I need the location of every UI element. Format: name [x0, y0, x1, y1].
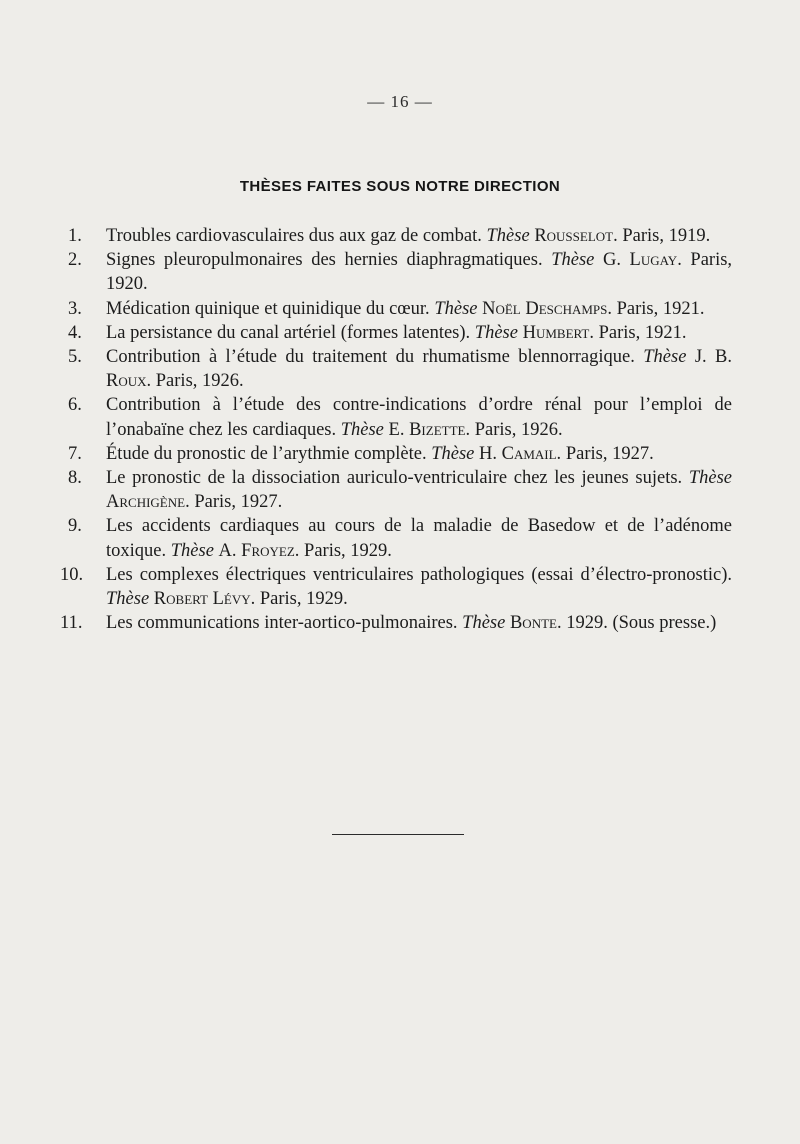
closing-rule — [332, 834, 464, 835]
thesis-entry-11 — [60, 611, 732, 635]
entry-place-year: 1929. (Sous presse.) — [566, 613, 717, 634]
entry-number: 1. — [68, 226, 82, 246]
thesis-entry-4 — [68, 321, 732, 345]
entry-place-year: Paris, 1926. — [155, 371, 244, 392]
entry-title: Le pronostic de la dissociation auriculo-ventriculaire chez les jeunes sujets. — [106, 468, 683, 489]
entry-author: J. B. Roux. — [106, 347, 733, 392]
thesis-entry-2 — [68, 248, 732, 296]
entry-these-label: Thèse — [431, 443, 475, 464]
thesis-entry-7 — [68, 442, 732, 466]
entry-author: G. Lugay. — [602, 250, 682, 271]
thesis-entry-1 — [68, 224, 732, 248]
entry-place-year: Paris, 1927. — [565, 443, 654, 464]
entry-these-label: Thèse — [340, 419, 384, 440]
entry-these-label: Thèse — [688, 468, 732, 489]
entry-author: Archigène. — [106, 492, 190, 513]
entry-place-year: Paris, 1927. — [194, 492, 283, 513]
entry-number: 5. — [68, 347, 82, 368]
entry-number: 8. — [68, 468, 82, 489]
entry-place-year: Paris, 1919. — [622, 226, 711, 246]
entry-number: 11. — [60, 613, 83, 634]
entry-place-year: Paris, 1921. — [616, 298, 705, 319]
entry-title: Contribution à l’étude du traitement du rhumatisme blennorragique. — [106, 347, 635, 368]
entry-these-label: Thèse — [643, 347, 687, 368]
thesis-entry-6 — [68, 393, 732, 441]
entry-title: Signes pleuropulmonaires des hernies diaphragmatiques. — [106, 250, 543, 271]
entry-these-label: Thèse — [486, 226, 530, 246]
entry-author: Robert Lévy. — [153, 589, 256, 610]
entry-number: 7. — [68, 443, 82, 464]
entry-place-year: Paris, 1920. — [106, 250, 733, 295]
entry-place-year: Paris, 1926. — [474, 419, 563, 440]
entry-place-year: Paris, 1929. — [304, 540, 392, 561]
thesis-entry-10 — [60, 563, 732, 611]
entry-title: Les accidents cardiaques au cours de la maladie de Basedow et de l’adénome toxique. — [106, 516, 732, 561]
entry-title: Contribution à l’étude des contre-indications d’ordre rénal pour l’emploi de l’onabaïne chez les cardiaques. — [106, 395, 732, 440]
entry-these-label: Thèse — [551, 250, 595, 271]
entry-author: Bonte. — [509, 613, 562, 634]
page-number: — 16 — — [367, 92, 433, 111]
entry-number: 9. — [68, 516, 82, 537]
entry-number: 2. — [68, 250, 82, 271]
entry-these-label: Thèse — [474, 322, 518, 343]
thesis-entry-3 — [68, 297, 732, 321]
entry-these-label: Thèse — [434, 298, 478, 319]
entry-title: Troubles cardiovasculaires dus aux gaz de combat. — [106, 226, 482, 246]
entry-author: Humbert. — [522, 322, 594, 343]
entry-author: E. Bizette. — [388, 419, 471, 440]
thesis-entry-9 — [68, 514, 732, 562]
thesis-entry-8 — [68, 466, 732, 514]
entry-title: La persistance du canal artériel (formes latentes). — [106, 322, 471, 343]
entry-number: 4. — [68, 322, 82, 343]
entry-these-label: Thèse — [170, 540, 214, 561]
entry-title: Les complexes électriques ventriculaires pathologiques (essai d’électro-pronostic). — [106, 564, 732, 585]
entry-number: 3. — [68, 298, 82, 319]
entry-title: Les communications inter-aortico-pulmonaires. — [106, 613, 458, 634]
entry-title: Médication quinique et quinidique du cœur. — [106, 298, 430, 319]
thesis-entry-5 — [68, 345, 732, 393]
entry-these-label: Thèse — [462, 613, 506, 634]
section-heading: THÈSES FAITES SOUS NOTRE DIRECTION — [239, 178, 561, 195]
entry-author: Rousselot. — [534, 226, 618, 246]
entry-number: 6. — [68, 395, 82, 416]
entry-place-year: Paris, 1921. — [598, 322, 687, 343]
entry-these-label: Thèse — [106, 589, 150, 610]
entry-author: H. Camail. — [479, 443, 562, 464]
thesis-list — [60, 224, 733, 635]
entry-author: A. Froyez. — [218, 540, 300, 561]
entry-author: Noël Deschamps. — [482, 298, 612, 319]
entry-title: Étude du pronostic de l’arythmie complète. — [106, 443, 427, 464]
entry-number: 10. — [60, 564, 84, 585]
entry-place-year: Paris, 1929. — [259, 589, 348, 610]
